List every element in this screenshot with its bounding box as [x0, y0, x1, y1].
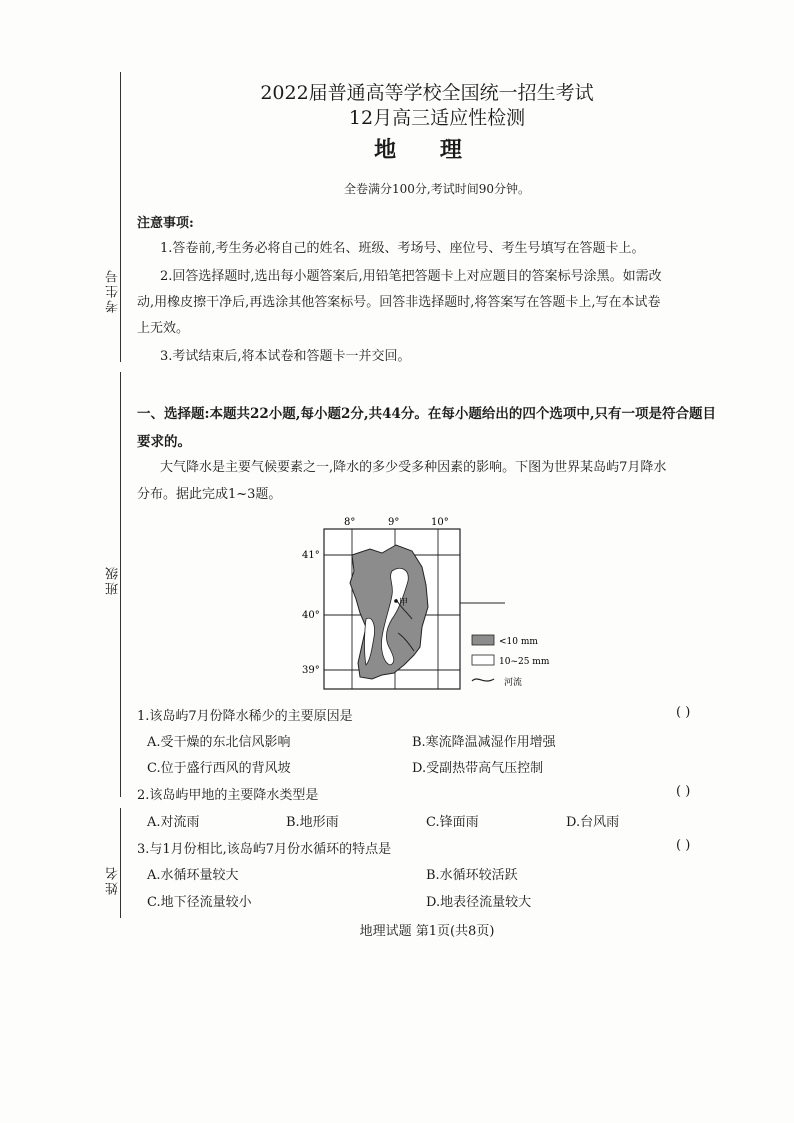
question-2-option-b: B.地形雨	[286, 815, 339, 830]
binding-line-bottom	[120, 808, 121, 918]
question-3-answer-slot: ( )	[676, 838, 691, 853]
legend-swatch-dry	[472, 635, 494, 645]
lon-label-8: 8°	[344, 517, 356, 528]
name-label: 姓名	[106, 865, 121, 895]
question-1-option-a: A.受干燥的东北信风影响	[147, 735, 291, 750]
question-1-option-d: D.受副热带高气压控制	[412, 761, 544, 776]
lat-label-41: 41°	[302, 550, 320, 561]
question-2-option-c: C.锋面雨	[426, 815, 479, 830]
question-3-option-a: A.水循环量较大	[147, 868, 239, 883]
notice-heading: 注意事项:	[137, 216, 194, 231]
lon-label-9: 9°	[388, 517, 400, 528]
question-1-option-b: B.寒流降温减湿作用增强	[412, 735, 556, 750]
lat-label-39: 39°	[302, 665, 320, 676]
question-2-answer-slot: ( )	[676, 784, 691, 799]
question-3-option-d: D.地表径流量较大	[426, 895, 532, 910]
class-label: 班级	[106, 565, 121, 595]
question-1-answer-slot: ( )	[676, 705, 691, 720]
point-jia-marker	[394, 599, 398, 603]
question-1-stem: 1.该岛屿7月份降水稀少的主要原因是	[137, 709, 353, 724]
score-note: 全卷满分100分,考试时间90分钟。	[344, 182, 530, 196]
lon-label-10: 10°	[431, 517, 449, 528]
lat-label-40: 40°	[302, 610, 320, 621]
question-3-stem: 3.与1月份相比,该岛屿7月份水循环的特点是	[137, 842, 392, 857]
exam-number-label: 考生号	[106, 268, 121, 313]
question-2-option-a: A.对流雨	[147, 815, 200, 830]
question-2-option-d: D.台风雨	[566, 815, 620, 830]
point-jia-label: 甲	[399, 598, 409, 608]
question-3-option-b: B.水循环较活跃	[426, 868, 518, 883]
legend-label-wet: 10~25 mm	[499, 657, 550, 667]
intro-line-2: 分布。据此完成1~3题。	[137, 487, 282, 502]
question-2-stem: 2.该岛屿甲地的主要降水类型是	[137, 788, 319, 803]
notice-item-2-line-2: 动,用橡皮擦干净后,再选涂其他答案标号。回答非选择题时,将答案写在答题卡上,写在本试卷	[137, 295, 661, 310]
legend-swatch-wet	[472, 655, 494, 665]
question-1-option-c: C.位于盛行西风的背风坡	[147, 761, 291, 776]
page-footer: 地理试题 第1页(共8页)	[359, 924, 495, 939]
notice-item-2-line-1: 2.回答选择题时,选出每小题答案后,用铅笔把答题卡上对应题目的答案标号涂黑。如需改	[160, 269, 662, 284]
exam-subtitle: 12月高三适应性检测	[348, 107, 526, 129]
question-3-option-c: C.地下径流量较小	[147, 895, 252, 910]
section-heading: 一、选择题:本题共22小题,每小题2分,共44分。在每小题给出的四个选项中,只有一项是符合题目要求的。	[137, 406, 717, 450]
notice-item-1: 1.答卷前,考生务必将自己的姓名、班级、考场号、座位号、考生号填写在答题卡上。	[160, 241, 645, 256]
notice-item-3: 3.考试结束后,将本试卷和答题卡一并交回。	[160, 349, 411, 364]
legend-label-dry: <10 mm	[499, 637, 538, 647]
legend-river-icon	[472, 679, 494, 681]
precipitation-map	[300, 515, 550, 695]
legend-label-river: 河流	[504, 678, 523, 688]
exam-title: 2022届普通高等学校全国统一招生考试	[260, 82, 594, 104]
subject-title: 地 理	[374, 137, 480, 163]
notice-item-2-line-3: 上无效。	[137, 321, 190, 336]
intro-line-1: 大气降水是主要气候要素之一,降水的多少受多种因素的影响。下图为世界某岛屿7月降水	[160, 460, 667, 475]
